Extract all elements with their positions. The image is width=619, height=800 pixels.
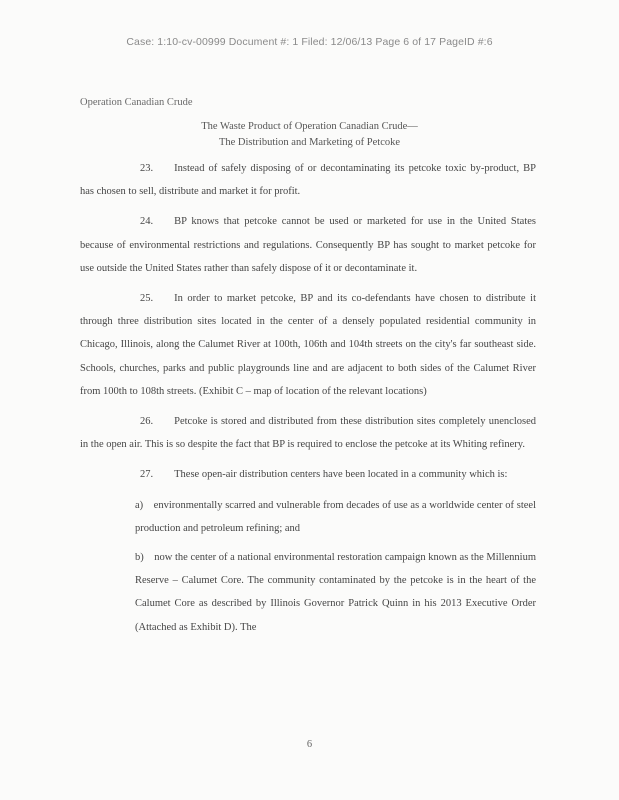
paragraph-27: 27. These open-air distribution centers have been located in a community which is: [140,469,508,481]
section-title-line-1: The Waste Product of Operation Canadian Crude— [201,121,418,132]
section-title [0,119,619,151]
paragraph-23: 23. Instead of safely disposing of or decontaminating its petcoke toxic by-product, BP has chosen to sell, distribute and market it for profit. [80,163,536,198]
subitem-b: b) now the center of a national environmental restoration campaign known as the Millennium Reserve – Calumet Core. The community contaminated by the petcoke is in the heart of the Calumet Core as described by Illinois Governor Patrick Quinn in his 2013 Executive Order (Attached as Exhibit D). The [135,552,536,633]
paragraph-24: 24. BP knows that petcoke cannot be used or marketed for use in the United States because of environmental restrictions and regulations. Consequently BP has sought to market petcoke for use outside the United States rather than safely dispose of it or decontaminate it. [80,216,536,274]
subitem-a: a) environmentally scarred and vulnerable from decades of use as a worldwide center of steel production and petroleum refining; and [135,499,536,534]
paragraph-26: 26. Petcoke is stored and distributed from these distribution sites completely unenclosed in the open air. This is so despite the fact that BP is required to enclose the petcoke at its Whiting refinery. [80,416,536,451]
page-number: 6 [306,739,313,750]
section-caption: Operation Canadian Crude [80,97,193,108]
paragraph-25: 25. In order to market petcoke, BP and its co-defendants have chosen to distribute it through three distribution sites located in the center of a densely populated residential community in Chicago, Illinois, along the Calumet River at 100th, 106th and 104th streets on the city's far southeast side. Schools, churches, parks and public playgrounds line and are adjacent to both sides of the Calumet River from 100th to 108th streets. (Exhibit C – map of location of the relevant locations) [80,293,536,397]
case-header: Case: 1:10-cv-00999 Document #: 1 Filed: 12/06/13 Page 6 of 17 PageID #:6 [126,36,493,48]
section-title-line-2: The Distribution and Marketing of Petcoke [218,137,401,148]
body-text [80,157,536,645]
